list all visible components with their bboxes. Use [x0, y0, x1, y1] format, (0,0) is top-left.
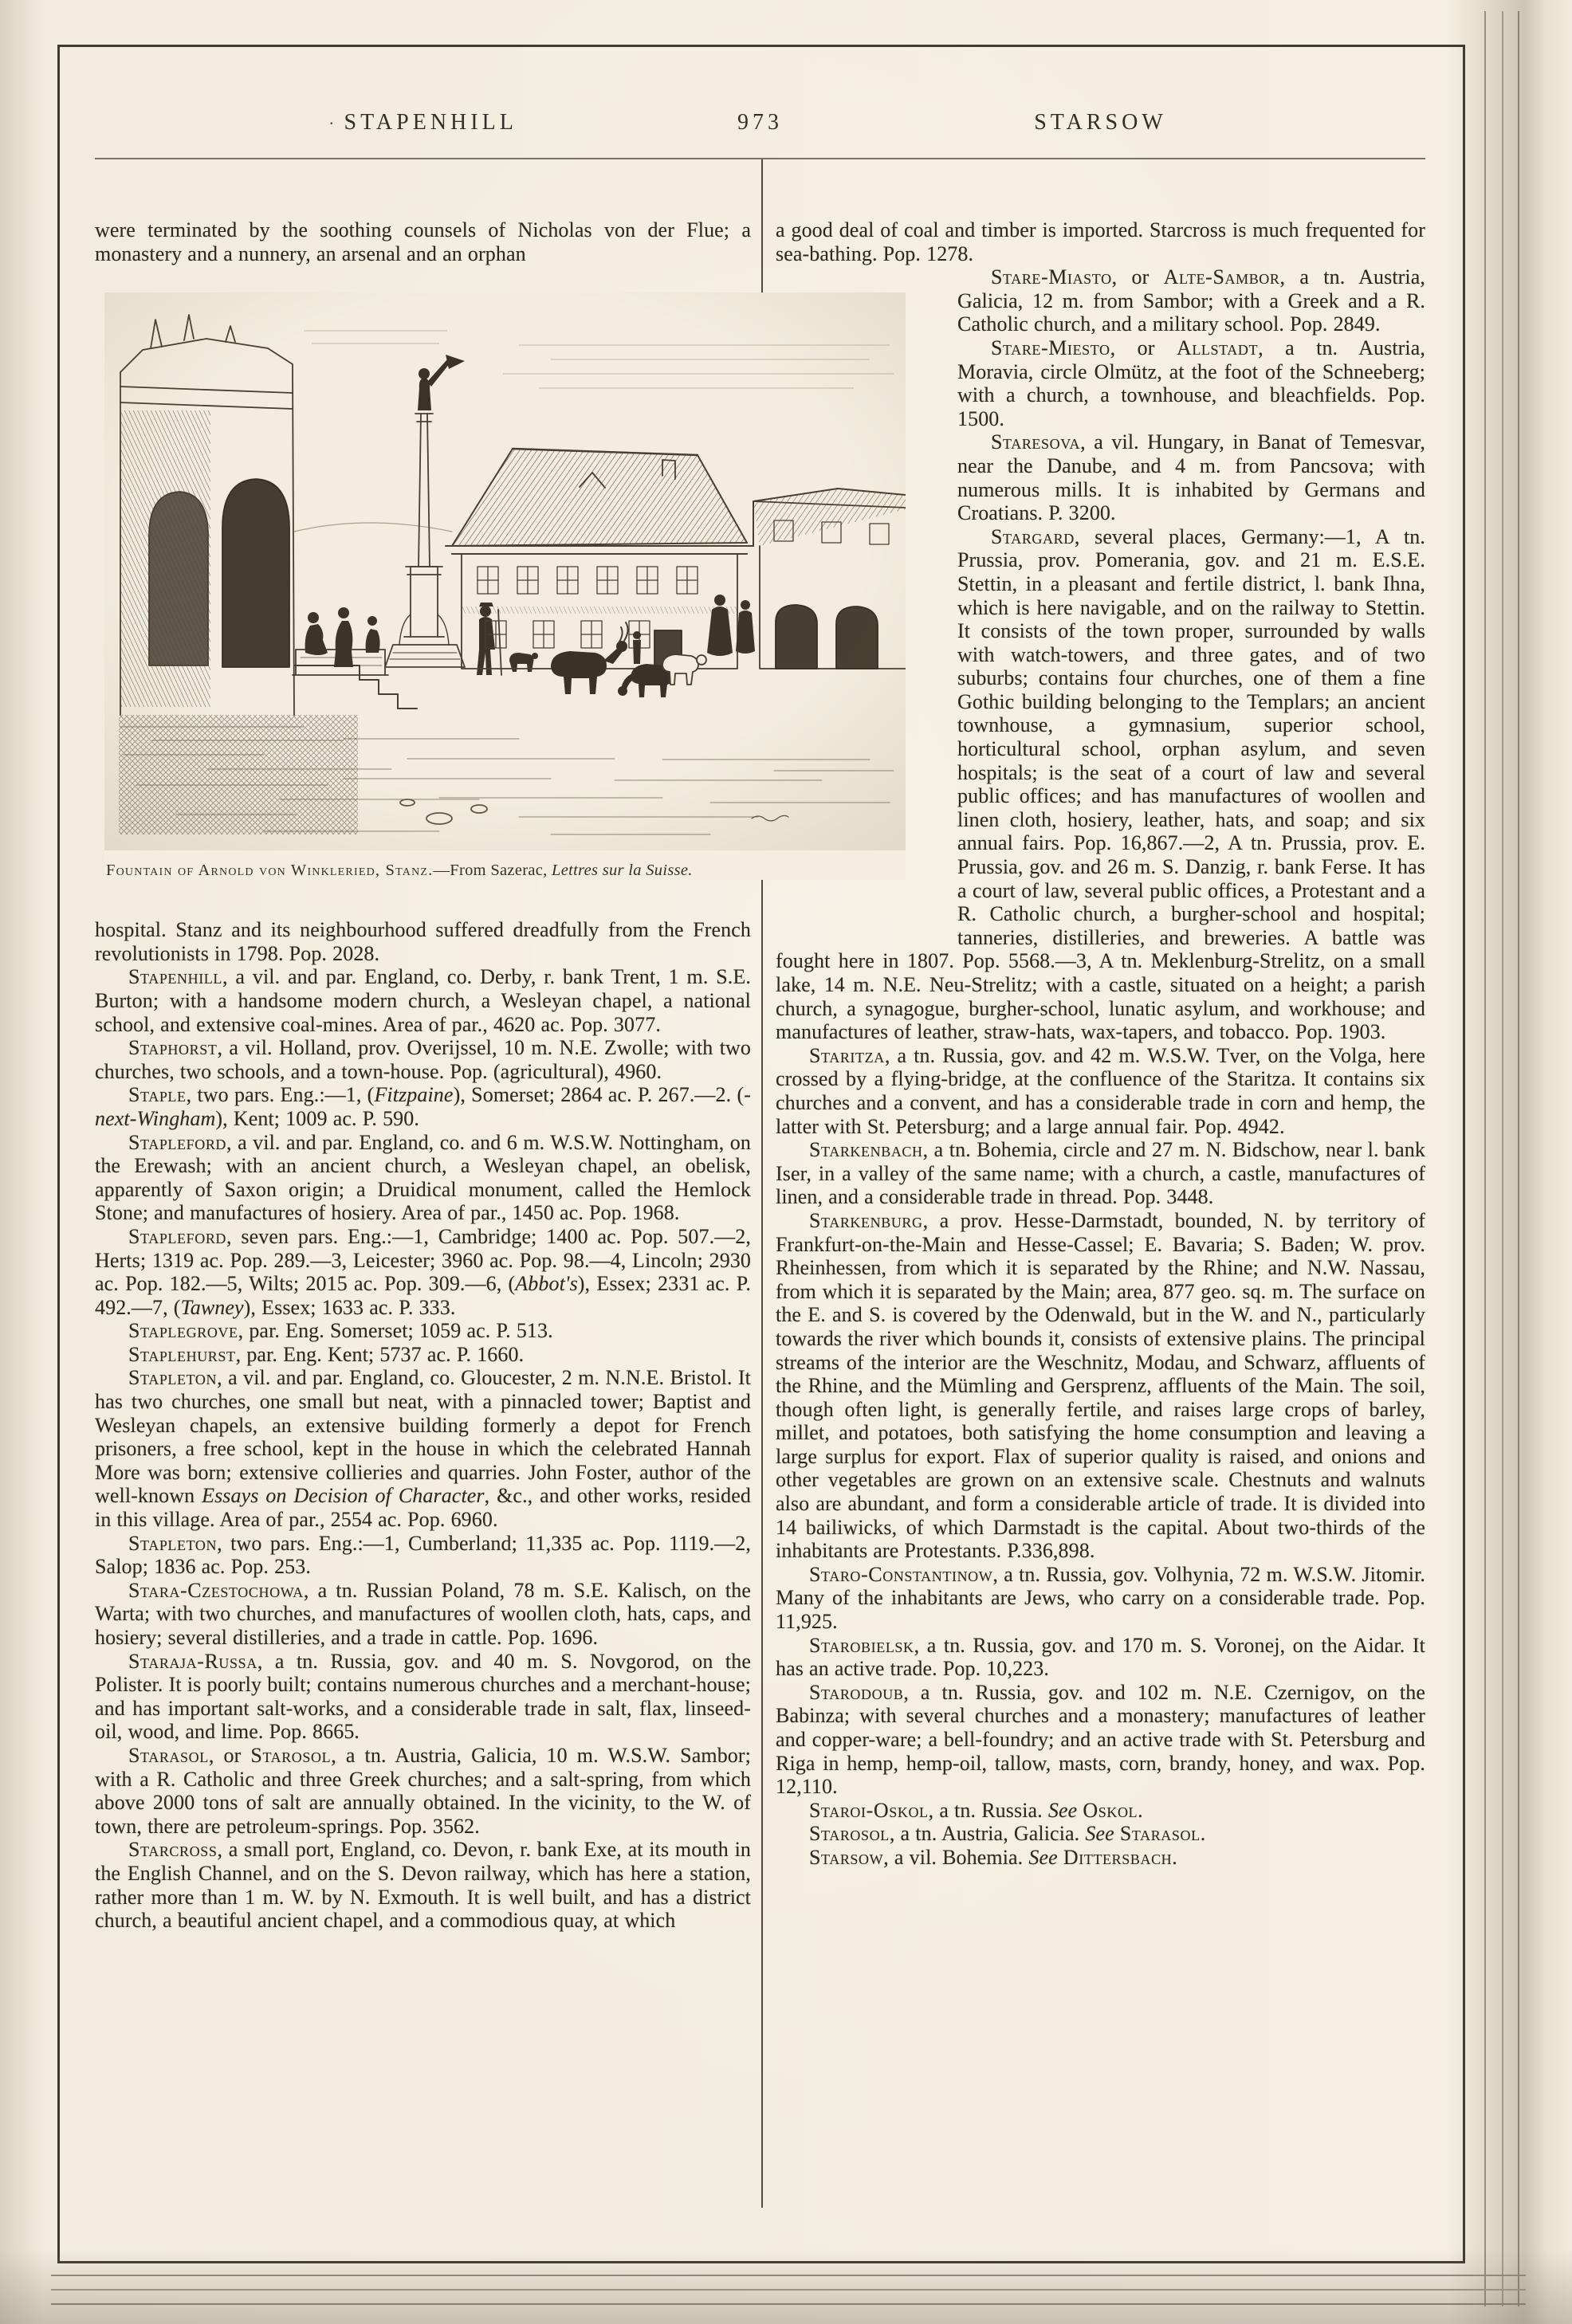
text-run: Stargard — [991, 524, 1075, 548]
entry-staplegrove — [95, 1319, 751, 1343]
text-run: a good deal of coal and timber is imported. Starcross is much frequented for sea-bathing. Pop. 1278. — [776, 218, 1425, 265]
text-run: See — [1085, 1822, 1114, 1846]
text-run: Starobielsk — [809, 1633, 914, 1657]
text-run: , several places, Germany:—1, A tn. Prussia, prov. Pomerania, gov. and 21 m. E.S.E. Stettin, in a pleasant and fertile district, l. bank Ihna, which is here navigable, and on the railway to Stettin. It consists of the town proper, surrounded by walls with watch-towers, and three gates, and of two suburbs; contains four churches, one of them a fine Gothic building belonging to the Templars; an ancient townhouse, a gymnasium, superior school, horticultural school, orphan asylum, and seven hospitals; is the seat of a court of law and several public offices; and has manufactures of woollen and linen cloth, hosiery, leather, hats, and soap; and six annual fairs. Pop. 16,867.—2, A tn. Prussia, prov. E. Prussia, gov. and 26 m. S. Danzig, r. bank Ferse. It has a court of law, several public offices, a Protestant and a R. Catholic church, a burgher-school and hospital; tanneries, distilleries, and breweries. A battle was fought here in 1807. Pop. 5568.—3, A tn. Meklenburg-Strelitz, on a small lake, 14 m. N.E. Neu-Strelitz; with a castle, situated on a height; a parish church, a synagogue, burgher-school, lunatic asylum, and workhouse; and manufactures of leather, straw-hats, wax-tapers, and tobacco. Pop. 1903. — [776, 524, 1425, 1044]
text-run: Stapenhill — [128, 965, 223, 989]
entry-starsow — [776, 1846, 1425, 1870]
left-column-text — [95, 918, 751, 1933]
text-run: , par. Eng. Kent; 5737 ac. P. 1660. — [235, 1342, 525, 1366]
entry-stara-czestochowa — [95, 1579, 751, 1650]
text-run: Starkenbach — [809, 1138, 923, 1162]
page-edge-line — [1518, 11, 1519, 2306]
text-run: ), Somerset; 2864 ac. P. 267.—2. ( — [453, 1083, 745, 1107]
text-run — [1058, 1846, 1063, 1869]
text-run: , a tn. Russia. — [928, 1798, 1048, 1822]
entry-stapleford-1 — [95, 1131, 751, 1225]
text-run: Stara-Czestochowa — [128, 1578, 304, 1602]
text-run: Starsow — [809, 1845, 884, 1869]
text-run: Starosol — [809, 1822, 890, 1846]
text-run: Stare-Miasto — [991, 265, 1112, 289]
text-run: Essays on Decision of Character — [202, 1484, 485, 1508]
entry-starkenburg — [776, 1209, 1425, 1563]
text-run: Dittersbach — [1063, 1845, 1173, 1869]
text-run: , &c., and other works, resided in this village. Area of par., 2554 ac. Pop. 6960. — [95, 1484, 751, 1532]
entry-stapleton-1 — [95, 1366, 751, 1531]
text-run: , two pars. Eng.:—1, Cumberland; 11,335 ac. Pop. 1119.—2, Salop; 1836 ac. Pop. 253. — [95, 1531, 751, 1579]
text-run: , a vil. and par. England, co. Gloucester, 2 m. N.N.E. Bristol. It has two churches, one small but neat, with a pinnacled tower; Baptist and Wesleyan chapels, an extensive building formerly a depot for French prisoners, a free school, kept in the house in which the celebrated Hannah More was born; extensive collieries and quarries. John Foster, author of the well-known — [95, 1366, 751, 1508]
text-run: , a tn. Austria, Moravia, circle Olmütz, at the foot of the Schneeberg; with a church, a townhouse, and bleachfields. Pop. 1500. — [957, 336, 1425, 430]
continuation-paragraph — [95, 218, 751, 265]
text-run: See — [1047, 1798, 1078, 1822]
page-number: 973 — [737, 110, 783, 135]
entry-staro-constantinow — [776, 1563, 1425, 1634]
continuation-paragraph — [776, 218, 1425, 265]
page-edge-line — [1484, 11, 1486, 2306]
text-run: Stapleton — [128, 1531, 218, 1555]
text-run: Staroi-Oskol — [809, 1798, 929, 1822]
text-run: Tawney — [180, 1295, 244, 1319]
entry-staritza — [776, 1044, 1425, 1138]
text-run: Staresova — [991, 430, 1081, 454]
entry-staphorst — [95, 1036, 751, 1083]
text-run: , a vil. Holland, prov. Overijssel, 10 m. N.E. Zwolle; with two churches, two schools, and a town-house. Pop. (agricultural), 4960. — [95, 1036, 751, 1083]
page-edge-line — [1502, 11, 1503, 2306]
entry-staraja-russa — [95, 1650, 751, 1744]
header-dot-mark: · — [328, 113, 335, 133]
text-run: , a tn. Russia, gov. and 42 m. W.S.W. Tver, on the Volga, here crossed by a flying-bridge, at the confluence of the Staritza. It contains six churches and a convent, and has a considerable trade in corn and hemp, the latter with St. Petersburg; and a large annual fair. Pop. 4942. — [776, 1043, 1425, 1138]
caption-source-title: Lettres sur la Suisse. — [552, 862, 693, 880]
engraving-fountain-stanz — [104, 292, 906, 850]
text-run: ), Kent; 1009 ac. P. 590. — [215, 1106, 419, 1130]
text-run: , or — [208, 1743, 251, 1767]
text-run: Stapleford — [128, 1224, 227, 1248]
text-run: Staplehurst — [128, 1342, 236, 1366]
text-run: , or — [1111, 265, 1164, 289]
text-run: Starodoub — [809, 1680, 904, 1704]
text-run: Starosol — [250, 1743, 332, 1767]
text-run: , or — [1110, 336, 1177, 359]
text-run: Staphorst — [128, 1036, 218, 1060]
text-run: , a tn. Bohemia, circle and 27 m. N. Bidschow, near l. bank Iser, in a valley of the same name; with a church, a castle, manufactures of linen, and a considerable trade in thread. Pop. 3448. — [776, 1138, 1425, 1209]
text-run — [1114, 1822, 1120, 1845]
text-run: Stapleton — [128, 1366, 218, 1390]
text-run: ), Essex; 2331 ac. P. 492.—7, ( — [95, 1272, 751, 1319]
text-run: , a prov. Hesse-Darmstadt, bounded, N. by territory of Frankfurt-on-the-Main and Hesse-Cassel; E. Bavaria; S. Baden; W. prov. Rheinhessen, from which it is separated by the Rhine; and N.W. Nassau, from which it is separated by the Main; area, 877 geo. sq. m. The surface on the E. and S. is covered by the Odenwald, but in the W. and N., particularly towards the river which bounds it, consists of extensive plains. The principal streams of the interior are the Weschnitz, Modau, and Schwarz, affluents of the Rhine, and the Mümling and Gersprenz, affluents of the Main. The soil, though often light, is generally fertile, and raises large crops of barley, millet, and potatoes, both satisfying the home consumption and leaving a large surplus for export. Flax of superior quality is raised, and onions and other vegetables are grown on an extensive scale. Chestnuts and walnuts also are abundant, and form a considerable article of trade. It is divided into 14 bailiwicks, of which Darmstadt is the capital. About two-thirds of the inhabitants are Protestants. P.336,898. — [776, 1208, 1425, 1563]
text-run: Alte-Sambor — [1163, 265, 1280, 289]
entry-starcross — [95, 1838, 751, 1932]
entry-stapleford-2 — [95, 1225, 751, 1319]
text-run: Staple — [128, 1083, 187, 1107]
text-run: , a tn. Russia, gov. and 102 m. N.E. Czernigov, on the Babinza; with several churches and a monastery; manufactures of leather and copper-ware; a bell-foundry; and an active trade with St. Petersburg and Riga in hemp, hemp-oil, tallow, masts, corn, brandy, honey, and wax. Pop. 12,110. — [776, 1680, 1425, 1799]
text-run: ), Essex; 1633 ac. P. 333. — [243, 1295, 456, 1319]
text-run: , a vil. Hungary, in Banat of Temesvar, near the Danube, and 4 m. from Pancsova; with numerous mills. It is inhabited by Germans and Croatians. P. 3200. — [957, 430, 1425, 525]
text-run: , a vil. and par. England, co. Derby, r. bank Trent, 1 m. S.E. Burton; with a handsome modern church, a Wesleyan chapel, a national school, and extensive coal-mines. Area of par., 4620 ac. Pop. 3077. — [95, 965, 751, 1036]
header-rule — [95, 158, 1425, 159]
text-run: , seven pars. Eng.:—1, Cambridge; 1400 ac. Pop. 507.—2, Herts; 1319 ac. Pop. 289.—3, Leicester; 3960 ac. Pop. 98.—4, Lincoln; 2930 ac. Pop. 182.—5, Wilts; 2015 ac. Pop. 309.—6, ( — [95, 1224, 751, 1296]
text-run: See — [1028, 1845, 1058, 1869]
text-run: Starcross — [128, 1838, 218, 1862]
text-run: Fitzpaine — [374, 1083, 454, 1107]
text-run: , a tn. Austria, Galicia, 10 m. W.S.W. Sambor; with a R. Catholic and three Greek churches; and a salt-spring, from which above 2000 tons of salt are annually obtained. In the vicinity, to the W. of town, there are petroleum-springs. Pop. 3562. — [95, 1743, 751, 1838]
caption-title: Fountain of Arnold von Winkleried, Stanz. — [106, 862, 434, 880]
running-title-left-text: STAPENHILL — [344, 110, 517, 135]
text-run: , two pars. Eng.:—1, ( — [186, 1083, 375, 1107]
entry-stapenhill — [95, 965, 751, 1036]
entry-starodoub — [776, 1681, 1425, 1799]
text-run: -next-Wingham — [95, 1083, 751, 1130]
entry-starkenbach — [776, 1138, 1425, 1209]
caption-source: —From Sazerac, — [433, 862, 552, 880]
page-content — [95, 110, 1425, 1933]
text-run: . — [1138, 1798, 1143, 1822]
left-column — [95, 218, 751, 1933]
entry-staple — [95, 1083, 751, 1130]
text-run: , a tn. Russia, gov. Volhynia, 72 m. W.S.W. Jitomir. Many of the inhabitants are Jews, who carry on a considerable trade. Pop. 11,925. — [776, 1562, 1425, 1634]
text-run: Staro-Constantinow — [809, 1562, 993, 1586]
text-run: Staritza — [809, 1043, 885, 1067]
text-run: , a tn. Russia, gov. and 40 m. S. Novgorod, on the Polister. It is poorly built; contains numerous churches and a merchant-house; and has important salt-works, and a considerable trade in salt, flax, linseed-oil, wood, and lime. Pop. 8665. — [95, 1649, 751, 1744]
text-run: , a small port, England, co. Devon, r. bank Exe, at its mouth in the English Channel, and on the S. Devon railway, which has here a station, rather more than 1 m. W. by N. Exmouth. It is well built, and has a district church, a beautiful ancient chapel, and a commodious quay, at which — [95, 1838, 751, 1933]
text-run: Starasol — [1119, 1822, 1201, 1846]
page-edge-line — [51, 2303, 1526, 2305]
text-columns — [95, 218, 1425, 1933]
text-run: , a tn. Russian Poland, 78 m. S.E. Kalisch, on the Warta; with two churches, and manufactures of woollen cloth, hats, caps, and hosiery; several distilleries, and a trade in cattle. Pop. 1696. — [95, 1578, 751, 1649]
text-run: Oskol — [1083, 1798, 1138, 1822]
text-run: Starkenburg — [809, 1208, 923, 1232]
text-run: , a tn. Russia, gov. and 170 m. S. Voronej, on the Aidar. It has an active trade. Pop. 10,223. — [776, 1633, 1425, 1681]
entry-starosol — [776, 1822, 1425, 1846]
entry-starasol — [95, 1744, 751, 1838]
text-run: , par. Eng. Somerset; 1059 ac. P. 513. — [238, 1319, 553, 1343]
running-header — [95, 110, 1425, 156]
text-run: , a vil. Bohemia. — [883, 1845, 1029, 1869]
text-run: Starasol — [128, 1743, 209, 1767]
page-edge-line — [51, 2289, 1526, 2291]
text-run: Stapleford — [128, 1130, 227, 1154]
text-run: were terminated by the soothing counsels of Nicholas von der Flue; a monastery and a nunnery, an arsenal and an orphan — [95, 218, 751, 265]
entry-starobielsk — [776, 1634, 1425, 1681]
entry-staroi-oskol — [776, 1799, 1425, 1823]
engraving-caption — [104, 862, 906, 880]
text-run: , a tn. Austria, Galicia. — [889, 1822, 1086, 1846]
continuation-paragraph — [95, 918, 751, 965]
text-run: . — [1172, 1845, 1177, 1869]
text-run: , a tn. Austria, Galicia, 12 m. from Sambor; with a Greek and a R. Catholic church, and a military school. Pop. 2849. — [957, 265, 1425, 336]
text-run: hospital. Stanz and its neighbourhood suffered dreadfully from the French revolutionists in 1798. Pop. 2028. — [95, 918, 751, 965]
right-column-top-text — [776, 218, 1425, 265]
text-run: Staplegrove — [128, 1319, 238, 1343]
running-title-right: STARSOW — [1034, 110, 1167, 135]
text-run: , a vil. and par. England, co. and 6 m. W.S.W. Nottingham, on the Erewash; with an ancient church, a Wesleyan chapel, an obelisk, apparently of Saxon origin; a Druidical monument, called the Hemlock Stone; and manufactures of hosiery. Area of par., 1450 ac. Pop. 1968. — [95, 1130, 751, 1225]
entry-staplehurst — [95, 1343, 751, 1367]
text-run: Abbot's — [515, 1272, 578, 1296]
engraving-figure — [104, 292, 906, 880]
entry-stapleton-2 — [95, 1532, 751, 1579]
text-run: Staraja-Russa — [128, 1649, 257, 1673]
text-run: . — [1200, 1822, 1206, 1846]
text-run: Allstadt — [1176, 336, 1259, 359]
page-edge-line — [51, 2275, 1526, 2276]
left-column-top-text — [95, 218, 751, 265]
text-run: Stare-Miesto — [991, 336, 1110, 359]
